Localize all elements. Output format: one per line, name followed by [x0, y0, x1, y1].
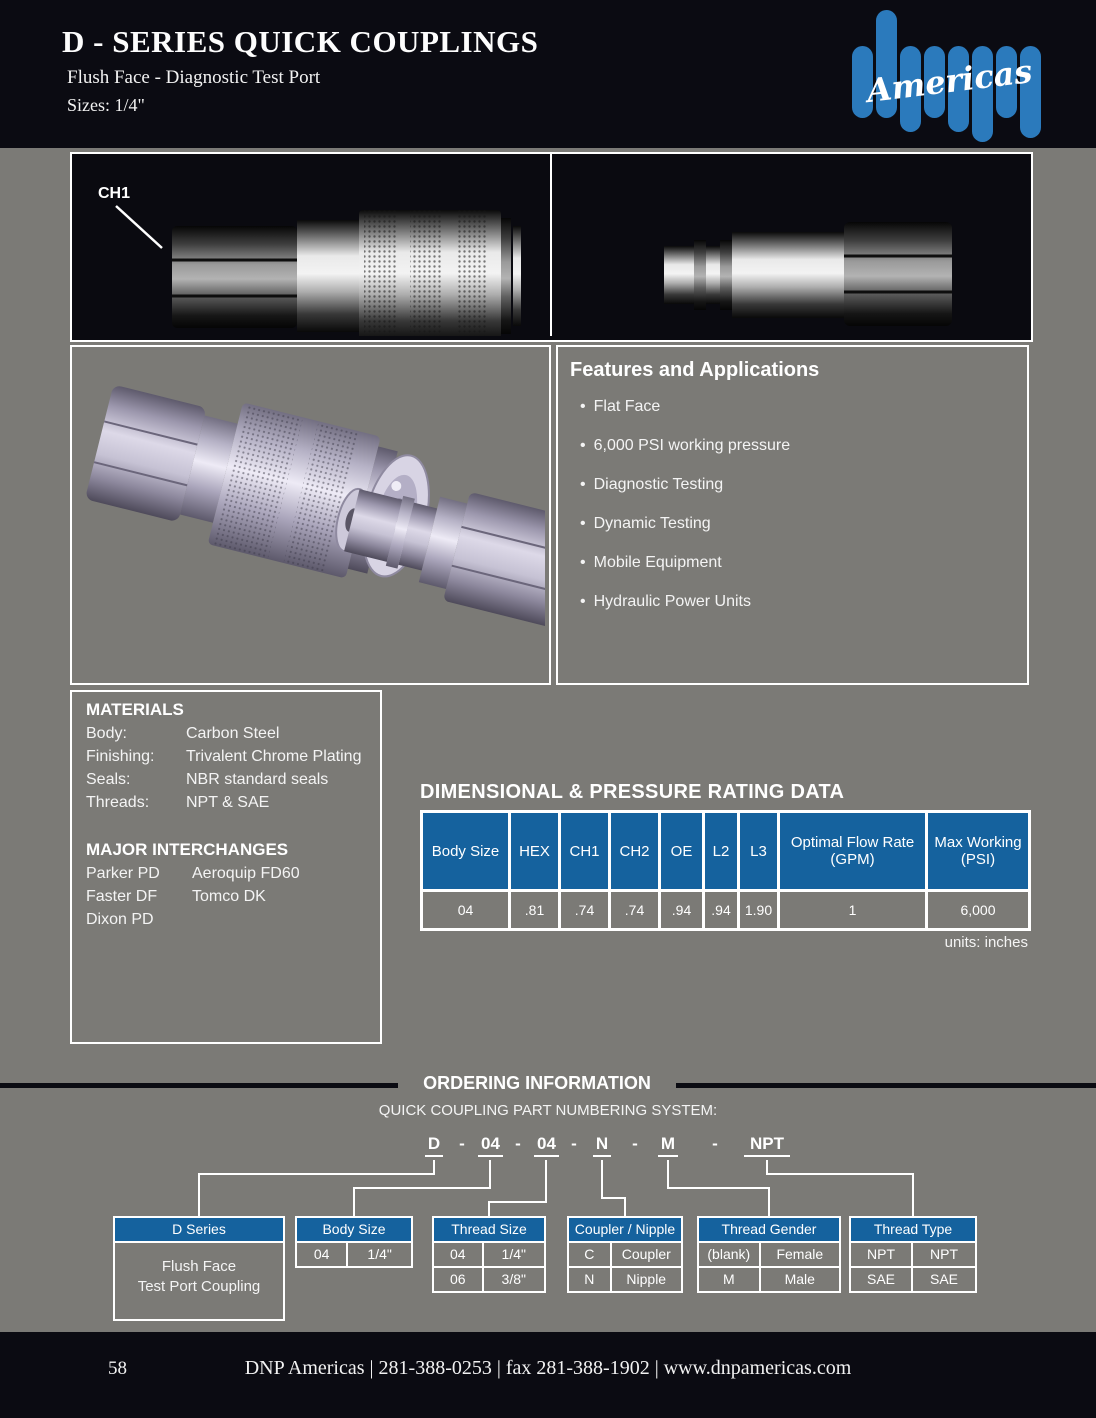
- feature-item: • Flat Face: [580, 398, 661, 415]
- feature-item: • 6,000 PSI working pressure: [580, 437, 791, 454]
- interchange-row: Dixon PD: [86, 911, 154, 928]
- feature-item: • Dynamic Testing: [580, 515, 711, 532]
- bullet-icon: •: [580, 593, 586, 610]
- part-separator: -: [632, 1134, 638, 1153]
- page-footer: [0, 1332, 1096, 1418]
- material-row: Seals: NBR standard seals: [86, 771, 329, 788]
- table-cell: .74: [610, 891, 660, 930]
- legend-row: N Nipple: [569, 1268, 681, 1291]
- part-separator: -: [515, 1134, 521, 1153]
- feature-item: • Mobile Equipment: [580, 554, 722, 571]
- column-header: L3: [739, 812, 779, 891]
- coupler-photo-illustration: [72, 154, 550, 336]
- column-header: Max Working (PSI): [927, 812, 1030, 891]
- legend-box-body-size: [295, 1216, 413, 1268]
- bullet-icon: •: [580, 476, 586, 493]
- legend-box-d-series: [113, 1216, 285, 1321]
- legend-row: 06 3/8": [434, 1268, 544, 1291]
- legend-box-title: Thread Size: [434, 1218, 544, 1243]
- feature-item: • Diagnostic Testing: [580, 476, 724, 493]
- legend-box-thread-size: [432, 1216, 546, 1293]
- ordering-rule-right: [676, 1083, 1096, 1088]
- units-label: units: inches: [944, 934, 1028, 951]
- legend-box-title: Thread Type: [851, 1218, 975, 1243]
- interchange-row: Faster DF Tomco DK: [86, 888, 266, 905]
- legend-row: NPT NPT: [851, 1243, 975, 1268]
- page-number: 58: [108, 1358, 127, 1379]
- table-cell: 1.90: [739, 891, 779, 930]
- part-separator: -: [459, 1134, 465, 1153]
- product-photos-panel: [70, 152, 1033, 342]
- features-title: Features and Applications: [570, 359, 820, 381]
- part-segment-thread-size: 04: [534, 1134, 559, 1157]
- features-list: [580, 398, 1027, 611]
- bullet-icon: •: [580, 554, 586, 571]
- material-row: Threads: NPT & SAE: [86, 794, 270, 811]
- sizes-label: Sizes: 1/4": [67, 95, 145, 115]
- part-segment-series: D: [425, 1134, 443, 1157]
- legend-box-thread-type: [849, 1216, 977, 1293]
- legend-box-thread-gender: [697, 1216, 841, 1293]
- materials-panel: [70, 690, 382, 1044]
- part-segment-thread-gender: M: [658, 1134, 678, 1157]
- table-cell: 6,000: [927, 891, 1030, 930]
- legend-row: 04 1/4": [434, 1243, 544, 1268]
- column-header: CH2: [610, 812, 660, 891]
- render-panel: [70, 345, 551, 685]
- table-cell: .94: [704, 891, 739, 930]
- legend-row: C Coupler: [569, 1243, 681, 1268]
- column-header: Body Size: [422, 812, 510, 891]
- part-segment-coupler-nipple: N: [593, 1134, 611, 1157]
- nipple-photo-illustration: [552, 154, 1027, 336]
- table-header-row: [422, 812, 1030, 891]
- column-header: Optimal Flow Rate (GPM): [779, 812, 927, 891]
- interchange-row: Parker PD Aeroquip FD60: [86, 865, 300, 882]
- legend-box-coupler-nipple: [567, 1216, 683, 1293]
- page-title: D - SERIES QUICK COUPLINGS: [62, 24, 539, 59]
- legend-box-title: Coupler / Nipple: [569, 1218, 681, 1243]
- interchanges-title: MAJOR INTERCHANGES: [86, 840, 289, 859]
- table-cell: .74: [560, 891, 610, 930]
- column-header: OE: [660, 812, 704, 891]
- table-cell: .94: [660, 891, 704, 930]
- logo-script-text: Americas: [864, 52, 1035, 111]
- material-row: Body: Carbon Steel: [86, 725, 280, 742]
- legend-box-title: D Series: [115, 1218, 283, 1243]
- legend-row: SAE SAE: [851, 1268, 975, 1291]
- part-separator: -: [571, 1134, 577, 1153]
- features-panel: [556, 345, 1029, 685]
- table-cell: 1: [779, 891, 927, 930]
- legend-box-title: Body Size: [297, 1218, 411, 1243]
- table-row: [422, 891, 1030, 930]
- column-header: CH1: [560, 812, 610, 891]
- column-header: HEX: [510, 812, 560, 891]
- legend-row: M Male: [699, 1268, 839, 1291]
- feature-item: • Hydraulic Power Units: [580, 593, 751, 610]
- ordering-rule-left: [0, 1083, 398, 1088]
- legend-box-title: Thread Gender: [699, 1218, 839, 1243]
- dimensional-title: DIMENSIONAL & PRESSURE RATING DATA: [420, 781, 845, 803]
- table-cell: 04: [422, 891, 510, 930]
- cad-render-illustration: [72, 347, 545, 679]
- dnp-americas-logo: [848, 6, 1052, 142]
- legend-row: 04 1/4": [297, 1243, 411, 1266]
- bullet-icon: •: [580, 515, 586, 532]
- part-segment-thread-type: NPT: [744, 1134, 790, 1157]
- coupler-dimension-label: CH1: [98, 185, 131, 202]
- materials-title: MATERIALS: [86, 700, 184, 719]
- ordering-title: ORDERING INFORMATION: [423, 1073, 651, 1093]
- part-segment-body-size: 04: [478, 1134, 503, 1157]
- part-number-connector-lines: [0, 1158, 1096, 1216]
- bullet-icon: •: [580, 398, 586, 415]
- material-row: Finishing: Trivalent Chrome Plating: [86, 748, 362, 765]
- legend-box-body: Flush Face Test Port Coupling: [137, 1258, 261, 1295]
- bullet-icon: •: [580, 437, 586, 454]
- dimensional-table: [420, 810, 1031, 931]
- page-header: [0, 0, 1096, 148]
- table-cell: .81: [510, 891, 560, 930]
- ordering-subtitle: QUICK COUPLING PART NUMBERING SYSTEM:: [378, 1102, 718, 1119]
- page-subtitle: Flush Face - Diagnostic Test Port: [67, 67, 321, 88]
- part-separator: -: [712, 1134, 718, 1153]
- column-header: L2: [704, 812, 739, 891]
- legend-row: (blank) Female: [699, 1243, 839, 1268]
- footer-contact: DNP Americas | 281-388-0253 | fax 281-388-1902 | www.dnpamericas.com: [244, 1357, 852, 1379]
